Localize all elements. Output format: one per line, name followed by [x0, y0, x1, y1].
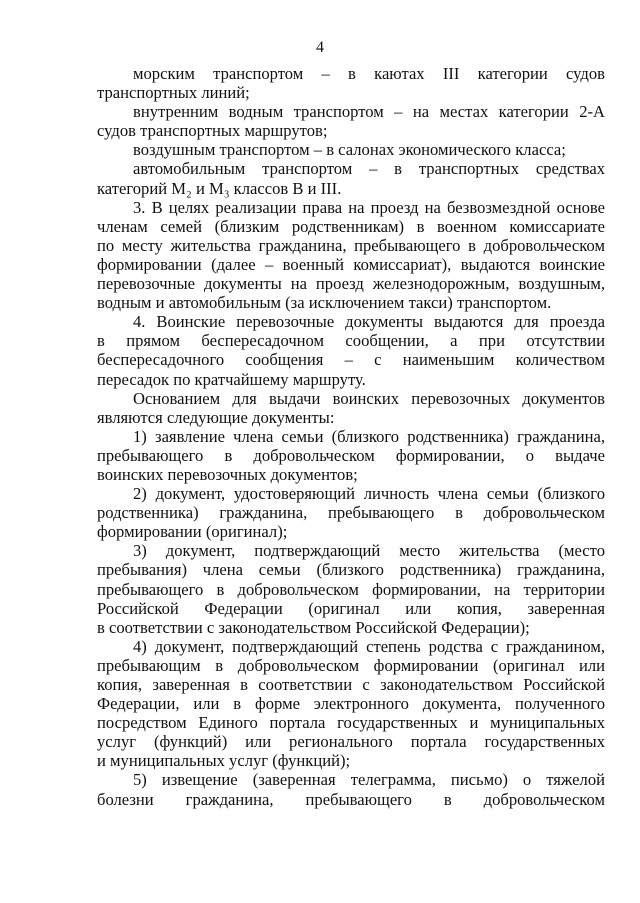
text-line: внутренним водным транспортом – на местах категории 2-А [133, 102, 605, 122]
text-line: водным и автомобильным (за исключением такси) транспортом. [97, 293, 552, 313]
text-line: перевозочные документы на проезд железнодорожным, воздушным, [97, 274, 605, 294]
text-line: в прямом беспересадочном сообщении, а при отсутствии [97, 331, 605, 351]
text-line: 4. Воинские перевозочные документы выдаются для проезда [133, 312, 605, 332]
text-line: Российской Федерации (оригинал или копия, заверенная [97, 598, 605, 618]
text-line: пребывающего в добровольческом формировании, на территории [97, 579, 605, 599]
text-line: 4) документ, подтверждающий степень родства с гражданином, [133, 636, 605, 656]
text-line: морским транспортом – в каютах III категории судов [133, 64, 605, 83]
text-line: Основанием для выдачи воинских перевозочных документов [133, 388, 605, 408]
text-line: родственника) гражданина, пребывающего в добровольческом [97, 503, 605, 523]
text-line: формировании (далее – военный комиссариат), выдаются воинские [97, 254, 605, 274]
text-line: пересадок по кратчайшему маршруту. [97, 369, 366, 389]
text-line: 3) документ, подтверждающий место жительства (место [133, 541, 605, 561]
document-body [97, 64, 605, 809]
text-line: автомобильным транспортом – в транспортных средствах [133, 159, 605, 179]
text-line: болезни гражданина, пребывающего в добровольческом [97, 789, 605, 809]
text-line: транспортных линий; [97, 83, 250, 103]
text-line: копия, заверенная в соответствии с законодательством Российской [97, 675, 605, 694]
page-number: 4 [316, 39, 324, 56]
text-line: пребывания) члена семьи (близкого родственника) гражданина, [97, 560, 605, 580]
text-line: являются следующие документы: [97, 407, 335, 427]
text-line: воинских перевозочных документов; [97, 464, 358, 484]
text-line: беспересадочного сообщения – с наименьшим количеством [97, 350, 605, 370]
text-line: пребывающим в добровольческом формировании (оригинал или [97, 655, 605, 675]
text-line: по месту жительства гражданина, пребывающего в добровольческом [97, 235, 605, 255]
text-line: Федерации, или в форме электронного документа, полученного [97, 694, 605, 714]
text-line: посредством Единого портала государственных и муниципальных [97, 713, 605, 733]
text-line: в соответствии с законодательством Российской Федерации); [97, 617, 530, 637]
text-line: услуг (функций) или регионального портала государственных [97, 732, 605, 752]
text-line: категорий M₂ и M₃ классов B и III. [97, 178, 342, 198]
text-line: судов транспортных маршрутов; [97, 121, 328, 141]
text-line: 3. В целях реализации права на проезд на безвозмездной основе [133, 197, 605, 217]
text-line: 5) извещение (заверенная телеграмма, письмо) о тяжелой [133, 770, 605, 790]
text-line: 1) заявление члена семьи (близкого родственника) гражданина, [133, 426, 605, 446]
text-line: и муниципальных услуг (функций); [97, 751, 351, 771]
text-line: 2) документ, удостоверяющий личность члена семьи (близкого [133, 484, 605, 504]
text-line: воздушным транспортом – в салонах экономического класса; [133, 140, 566, 160]
text-line: пребывающего в добровольческом формировании, о выдаче [97, 445, 605, 465]
text-line: членам семей (близким родственникам) в военном комиссариате [97, 216, 605, 236]
text-line: формировании (оригинал); [97, 522, 288, 542]
